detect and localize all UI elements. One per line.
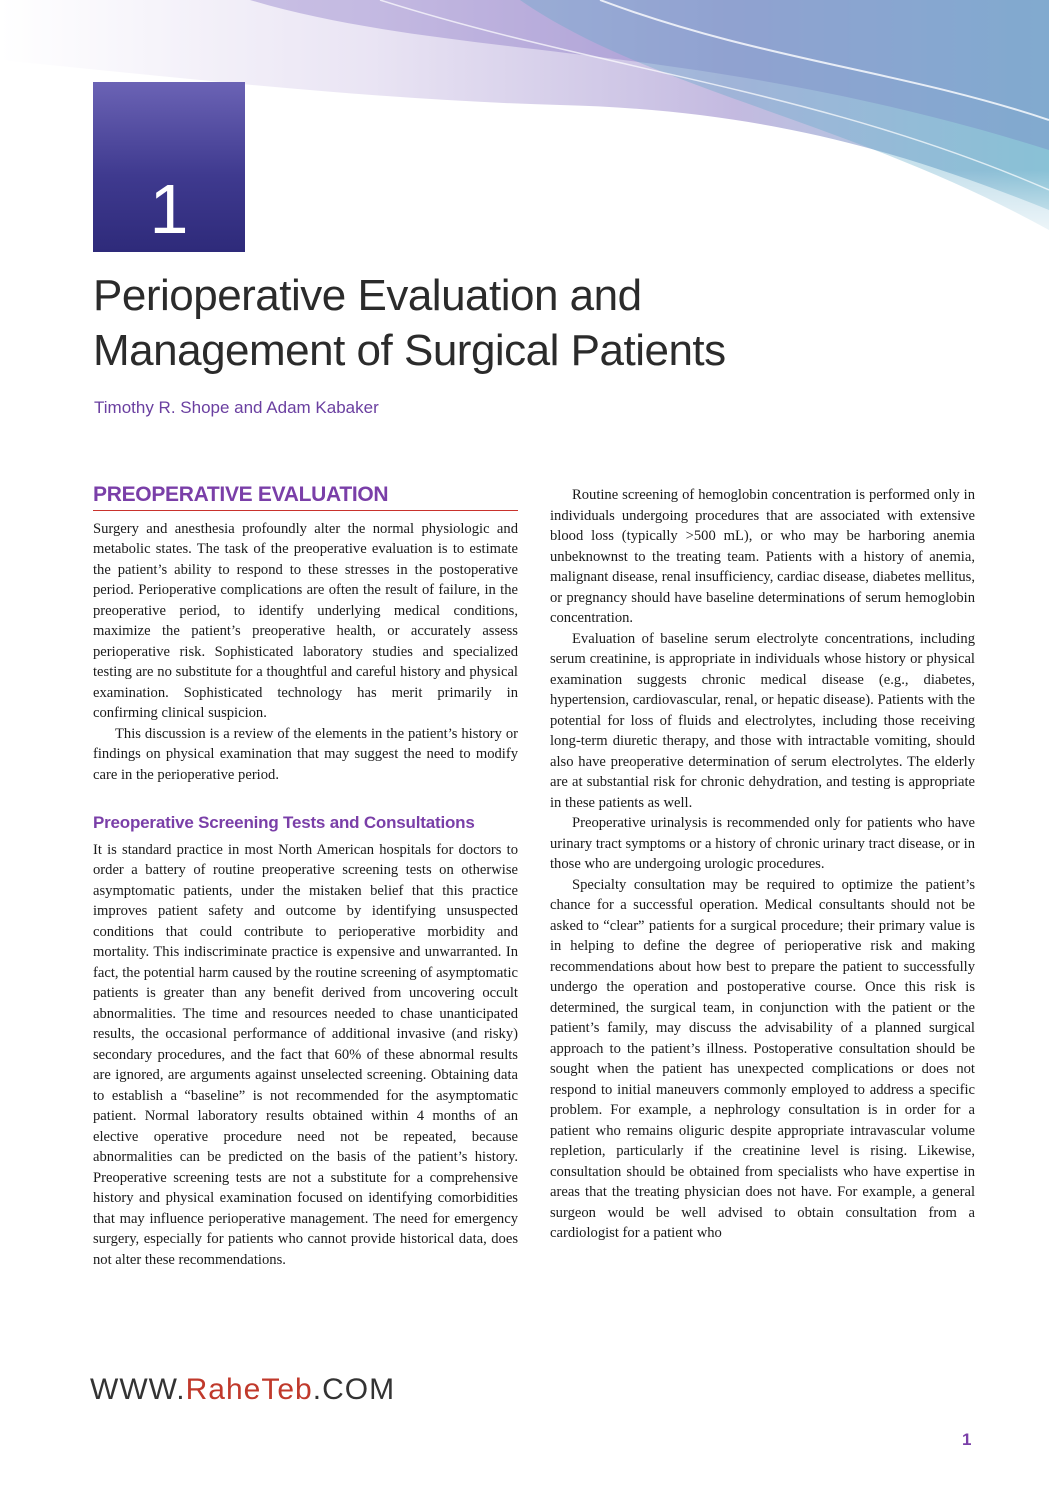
section-heading: PREOPERATIVE EVALUATION: [93, 485, 518, 511]
left-column: [93, 485, 518, 1270]
watermark: [90, 1373, 395, 1407]
watermark-suffix: .COM: [312, 1373, 396, 1406]
chapter-number: 1: [149, 170, 189, 248]
paragraph: Preoperative urinalysis is recommended only for patients who have urinary tract symptoms or a history of chronic urinary tract disease, or in those who are undergoing urologic procedures.: [550, 815, 975, 872]
paragraph: This discussion is a review of the elements in the patient’s history or findings on physical examination that may suggest the need to modify care in the perioperative period.: [93, 725, 518, 783]
watermark-prefix: WWW.: [90, 1373, 186, 1406]
subsection-heading: Preoperative Screening Tests and Consultations: [93, 813, 475, 832]
chapter-authors: Timothy R. Shope and Adam Kabaker: [94, 398, 379, 417]
chapter-title: [93, 268, 953, 378]
right-column: [550, 485, 975, 1244]
chapter-title-line-2: Management of Surgical Patients: [93, 326, 726, 375]
paragraph: Specialty consultation may be required to optimize the patient’s chance for a successful operation. Medical consultants should not be asked to “clear” patients for a surgical procedure; their primary value is in helping to define the degree of perioperative risk and making recommendations about how best to prepare the patient to successfully undergo the operation and postoperative course. Once this risk is determined, the surgical team, in conjunction with the patient or the patient’s family, may discuss the advisability of a planned surgical approach to the patient’s illness. Postoperative consultation should be sought when the patient has unexpected complications or does not respond to initial maneuvers commonly employed to address a specific problem. For example, a nephrology consultation is in order for a patient who remains oliguric despite appropriate intravascular volume repletion, particularly if the creatinine level is rising. Likewise, consultation should be obtained from specialists who have expertise in areas that the treating physician does not have. For example, a general surgeon would be well advised to obtain consultation from a cardiologist for a patient who: [550, 876, 975, 1241]
chapter-number-box: [93, 82, 245, 252]
paragraph: Routine screening of hemoglobin concentration is performed only in individuals undergoing procedures that are associated with extensive blood loss (typically >500 mL), or who may be harboring anemia unbeknownst to the treating team. Patients with a history of anemia, malignant disease, renal insufficiency, cardiac disease, diabetes mellitus, or pregnancy should have baseline determinations of serum hemoglobin concentration.: [550, 487, 975, 626]
paragraph: Evaluation of baseline serum electrolyte concentrations, including serum creatinine, is appropriate in individuals whose history or physical examination suggests chronic medical disease (e.g., diabetes, hypertension, cardiovascular, renal, or hepatic disease). Patients with the potential for loss of fluids and electrolytes, including those receiving long-term diuretic therapy, and those with intractable vomiting, should also have preoperative determination of serum electrolytes. The elderly are at substantial risk for chronic dehydration, and testing is appropriate in these patients as well.: [550, 630, 975, 811]
page-number: 1: [962, 1430, 972, 1449]
chapter-title-line-1: Perioperative Evaluation and: [93, 271, 642, 320]
watermark-brand: RaheTeb: [185, 1373, 313, 1406]
paragraph: Surgery and anesthesia profoundly alter the normal physiologic and metabolic states. The task of the preoperative evaluation is to estimate the patient’s ability to respond to these stresses in the postoperative period. Perioperative complications are often the result of failure, in the preoperative period, to identify underlying medical conditions, maximize the patient’s preoperative health, or accurately assess perioperative risk. Sophisticated laboratory studies and specialized testing are no substitute for a thoughtful and careful history and physical examination. Sophisticated technology has merit primarily in confirming clinical suspicion.: [93, 520, 518, 721]
paragraph: It is standard practice in most North American hospitals for doctors to order a battery of routine preoperative screening tests on otherwise asymptomatic patients, under the mistaken belief that this practice improves patient safety and outcome by identifying unsuspected conditions that could contribute to perioperative morbidity and mortality. This indiscriminate practice is expensive and unwarranted. In fact, the potential harm caused by the routine screening of asymptomatic patients is greater than any benefit derived from uncovering occult abnormalities. The time and resources needed to chase unanticipated results, the occasional performance of additional invasive (and risky) secondary procedures, and the fact that 60% of these abnormal results are ignored, are arguments against unselected screening. Obtaining data to establish a “baseline” is not recommended for the asymptomatic patient. Normal laboratory results obtained within 4 months of an elective operative procedure need not be repeated, because abnormalities can be predicted on the basis of the patient’s history. Preoperative screening tests are not a substitute for a comprehensive history and physical examination focused on identifying comorbidities that may influence perioperative management. The need for emergency surgery, especially for patients who cannot provide historical data, does not alter these recommendations.: [93, 841, 518, 1268]
